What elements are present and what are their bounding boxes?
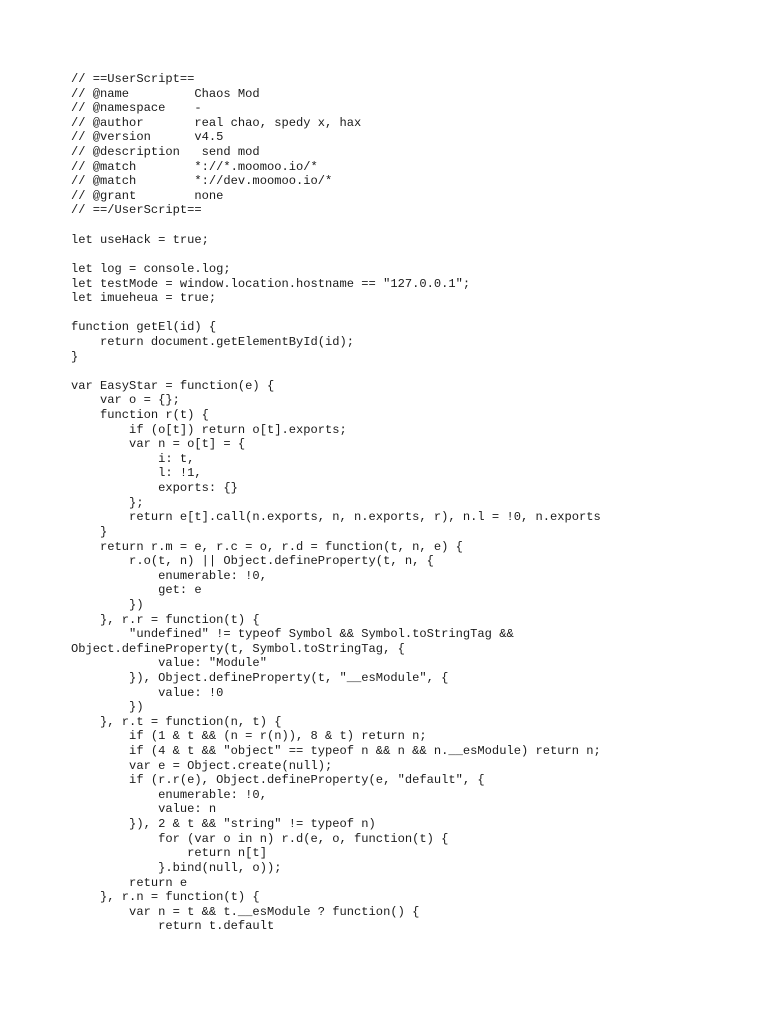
code-line: if (o[t]) return o[t].exports; (71, 422, 347, 437)
code-line: enumerable: !0, (71, 568, 267, 583)
code-line: }), 2 & t && "string" != typeof n) (71, 817, 376, 832)
code-line: }, r.t = function(n, t) { (71, 714, 282, 729)
code-line: for (var o in n) r.d(e, o, function(t) { (71, 831, 449, 846)
code-line: Object.defineProperty(t, Symbol.toStringTag, { (71, 641, 405, 656)
code-line: let testMode = window.location.hostname == "127.0.0.1"; (71, 276, 471, 291)
code-line (71, 247, 751, 262)
code-line: var o = {}; (71, 393, 180, 408)
code-line: // ==UserScript== (71, 72, 195, 86)
code-line: // @match *://dev.moomoo.io/* (71, 174, 333, 189)
code-line: // ==/UserScript== (71, 203, 202, 218)
code-line: if (1 & t && (n = r(n)), 8 & t) return n; (71, 729, 427, 744)
code-line: var n = o[t] = { (71, 437, 246, 452)
code-line: l: !1, (71, 466, 202, 481)
code-line: return t.default (71, 919, 275, 934)
code-line: let log = console.log; (71, 261, 231, 276)
code-line: function getEl(id) { (71, 320, 217, 335)
code-line: var n = t && t.__esModule ? function() { (71, 904, 420, 919)
code-line: }.bind(null, o)); (71, 860, 282, 875)
code-line: // @version v4.5 (71, 130, 224, 145)
code-line: // @match *://*.moomoo.io/* (71, 159, 318, 174)
code-line: value: !0 (71, 685, 224, 700)
code-line: var e = Object.create(null); (71, 758, 333, 773)
code-line: i: t, (71, 451, 195, 466)
code-line: if (r.r(e), Object.defineProperty(e, "default", { (71, 773, 485, 788)
code-line: return r.m = e, r.c = o, r.d = function(t, n, e) { (71, 539, 463, 554)
code-line: let imueheua = true; (71, 291, 217, 306)
code-line: // @author real chao, spedy x, hax (71, 115, 362, 130)
code-line: }), Object.defineProperty(t, "__esModule", { (71, 670, 449, 685)
code-line: }; (71, 495, 144, 510)
code-line: value: "Module" (71, 656, 267, 671)
code-line: // @namespace - (71, 101, 202, 116)
code-line: enumerable: !0, (71, 787, 267, 802)
code-line: r.o(t, n) || Object.defineProperty(t, n, { (71, 554, 434, 569)
code-line: } (71, 349, 79, 364)
code-line: } (71, 524, 108, 539)
code-line: // @grant none (71, 188, 224, 203)
code-line: get: e (71, 583, 202, 598)
code-line: if (4 & t && "object" == typeof n && n && n.__esModule) return n; (71, 744, 601, 759)
code-line (71, 306, 751, 321)
code-line: }) (71, 597, 144, 612)
code-line: }, r.r = function(t) { (71, 612, 260, 627)
code-line: var EasyStar = function(e) { (71, 378, 275, 393)
code-line: }) (71, 700, 144, 715)
code-line (71, 364, 751, 379)
code-line: function r(t) { (71, 408, 209, 423)
code-line: return document.getElementById(id); (71, 334, 355, 349)
code-line: value: n (71, 802, 217, 817)
code-line: return e (71, 875, 188, 890)
code-line: let useHack = true; (71, 232, 209, 247)
code-line: // @description send mod (71, 145, 260, 160)
code-line (71, 218, 751, 233)
code-line: "undefined" != typeof Symbol && Symbol.toStringTag && (71, 627, 514, 642)
code-listing (71, 72, 751, 934)
code-line: }, r.n = function(t) { (71, 890, 260, 905)
code-line: return e[t].call(n.exports, n, n.exports, r), n.l = !0, n.exports (71, 510, 601, 525)
code-line: // @name Chaos Mod (71, 86, 260, 101)
code-line: exports: {} (71, 481, 238, 496)
code-line: return n[t] (71, 846, 267, 861)
